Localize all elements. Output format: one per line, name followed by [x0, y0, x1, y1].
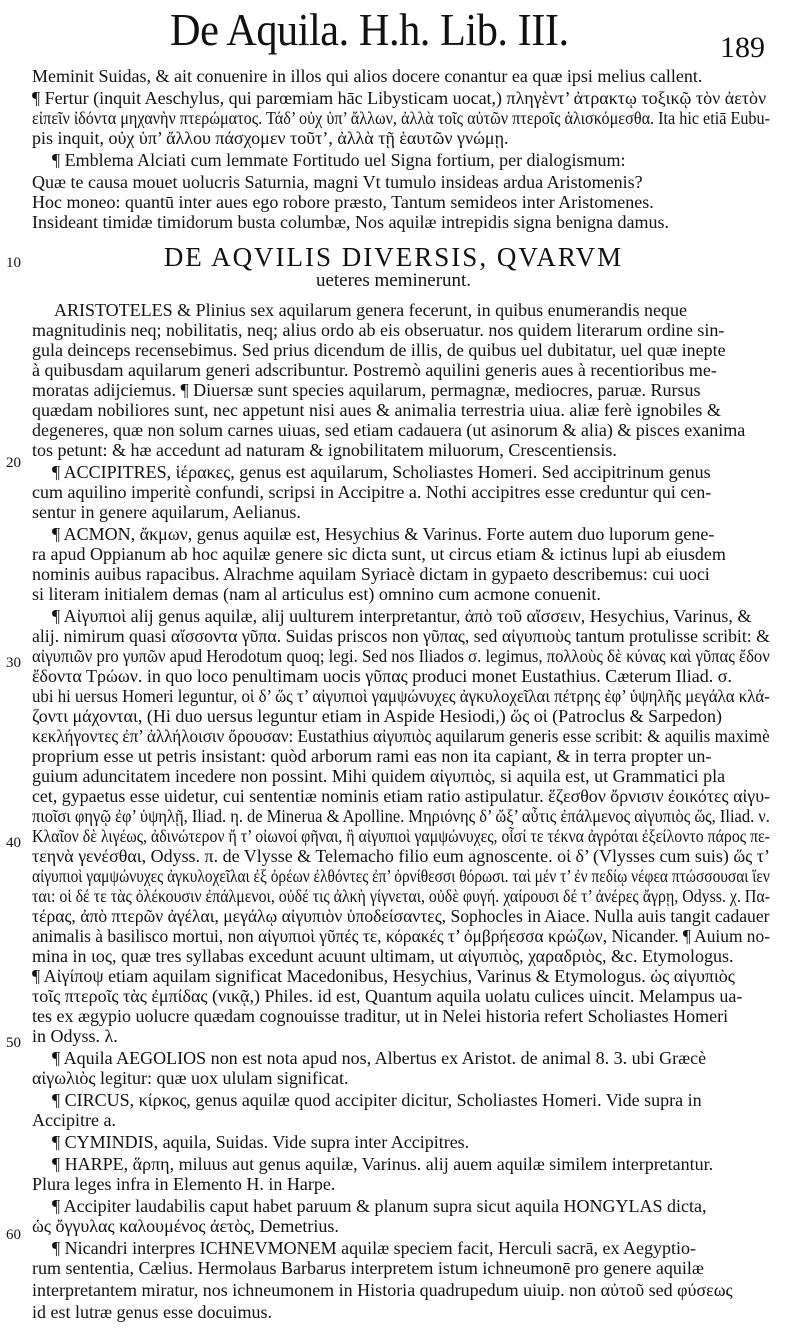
text-line: ¶ Emblema Alciati cum lemmate Fortitudo uel Signa fortium, per dialogismum: — [52, 150, 626, 170]
text-line: ζοντι μάχονται, (Hi duo uersus leguntur etiam in Aspide Hesiodi,) ὥς οἱ (Patroclus & Sarpedon) — [32, 706, 723, 726]
text-line: αἰγυπιῶν pro γυπῶν apud Herodotum quoq; legi. Sed nos Iliados σ. legimus, πολλοὺς δὲ κύνας καὶ γῦπας ἔδον — [32, 646, 770, 666]
text-line: ται: οἱ δέ τε τὰς ὀλέκουσιν ἐπάλμενοι, οὐδέ τις ἀλκὴ γίγνεται, οὐδὲ φυγή. χαίρουσι δέ τ’ ἀνέρες ἄγρῃ, Odyss. χ. Πα- — [32, 886, 771, 906]
text-line: gula deinceps recensebimus. Sed prius dicendum de illis, de quibus uel dubitatur, uel quæ inepte — [32, 340, 726, 360]
text-line: Meminit Suidas, & ait conuenire in illos qui alios docere conantur ea quæ ipsi melius callent. — [32, 66, 703, 86]
text-line: ¶ HARPE, ἅρπη, miluus aut genus aquilæ, Varinus. alij auem aquilæ similem interpretantur. — [52, 1154, 714, 1174]
text-line: alij. nimirum quasi αἴσσοντα γῦπα. Suidas priscos non γῦπας, sed αἰγυπιοὺς tantum protulisse scribit: & — [32, 626, 770, 646]
text-line: tes ex ægypio uolucre quædam cognouisse traditur, ut in Nelei historia refert Scholiastes Homeri — [32, 1006, 729, 1026]
text-line: ¶ Αἰγίποψ etiam aquilam significat Macedonibus, Hesychius, Varinus & Etymologus. ὡς αἰγυπιὸς — [32, 966, 735, 986]
margin-line-number: 60 — [6, 1227, 21, 1243]
text-line: Plura leges infra in Elemento H. in Harpe. — [32, 1174, 336, 1194]
text-line: magnitudinis neq; nobilitatis, neq; alius ordo ab eis obseruatur. nos quidem literarum ordine sin- — [32, 320, 725, 340]
text-line: τέρας, ἀπὸ πτερῶν ἀγέλαι, μεγάλῳ αἰγυπιὸν ὑποδείσαντες, Sophocles in Aiace. Nulla auis tangit cadauer — [32, 906, 770, 926]
text-line: Accipitre a. — [32, 1110, 116, 1130]
text-line: degeneres, quæ non solum carnes uiuas, sed etiam cadauera (ut asinorum & alia) & pisces exanima — [32, 420, 746, 440]
text-line: ¶ Nicandri interpres ICHNEVMONEM aquilæ speciem facit, Herculi sacrā, ex Aegyptio- — [52, 1238, 696, 1258]
text-line: ¶ ACCIPITRES, ἱέρακες, genus est aquilarum, Scholiastes Homeri. Sed accipitrinum genus — [52, 462, 711, 482]
margin-line-number: 20 — [6, 455, 21, 471]
poem-line: Insideant timidæ timidorum busta columbæ, Nos aquilæ intrepidis signa benigna damus. — [32, 212, 669, 232]
margin-line-number: 30 — [6, 655, 21, 671]
text-line: si literam initialem demas (nam al articulus est) omnino cum acmone conuenit. — [32, 584, 601, 604]
text-line: ¶ Αἰγυπιοὶ alij genus aquilæ, alij uulturem interpretantur, ἀπὸ τοῦ αἴσσειν, Hesychius, Varinus, & — [52, 606, 752, 626]
poem-line: Hoc moneo: quantū inter aues ego robore præsto, Tantum semideos inter Aristomenes. — [32, 192, 654, 212]
text-line: nominis auibus rapacibus. Alrachme aquilam Syriacè dictam in gypaeto describemus: cui uoci — [32, 564, 710, 584]
text-line: interpretantem miratur, nos ichneumonem in Historia quadrupedum uiuip. non αὐτοῦ sed φύσεως — [32, 1280, 733, 1300]
text-line: animalis à basilisco mortui, non αἰγυπιοὶ γῦπές τε, κόρακές τ’ ὀμβρήεσσα κρώζων, Nicander. ¶ Auium no- — [32, 926, 770, 946]
text-line: cum aquilino imperitè confundi, scripsi in Accipitre a. Nothi accipitres esse creduntur qui cen- — [32, 482, 712, 502]
margin-line-number: 40 — [6, 835, 21, 851]
running-title: De Aquila. H.h. Lib. III. — [170, 4, 569, 55]
text-line: Κλαῖον δὲ λιγέως, ἀδινώτερον ἤ τ’ οἰωνοί φῆναι, ἢ αἰγυπιοὶ γαμψώνυχες, οἷσί τε τέκνα ἀγρόται ἐξείλοντο πάρος πε- — [32, 826, 770, 846]
page-number: 189 — [720, 31, 765, 64]
text-line: ἔδοντα Τρώων. in quo loco penultimam uocis γῦπας produci monet Eustathius. Cæterum Iliad. σ. — [32, 666, 732, 686]
margin-line-number: 10 — [6, 255, 21, 271]
text-line: αἰγωλιὸς legitur: quæ uox ululam significat. — [32, 1068, 349, 1088]
text-line: ra apud Oppianum ab hoc aquilæ genere sic dicta sunt, ut circus etiam & ictinus lupi ab eiusdem — [32, 544, 726, 564]
text-line: id est lutræ genus esse docuimus. — [32, 1302, 272, 1322]
margin-line-number: 50 — [6, 1035, 21, 1051]
text-line: ¶ CYMINDIS, aquila, Suidas. Vide supra inter Accipitres. — [52, 1132, 470, 1152]
text-line: mina in ιος, quæ tres syllabas excedunt acuunt ultimam, ut αἰγυπιὸς, χαραδριὸς, &c. Etymologus. — [32, 946, 734, 966]
text-line: τεηνὰ γενέσθαι, Odyss. π. de Vlysse & Telemacho filio eum agnoscente. οἱ δ’ (Vlysses cum suis) ὥς τ’ — [32, 846, 771, 866]
text-line: quædam nobiliores sunt, nec appetunt nisi aues & animalia terrestria uiua. aliæ ferè ignobiles & — [32, 400, 721, 420]
section-heading: DE AQVILIS DIVERSIS, QVARVM — [163, 242, 624, 272]
text-line: κεκλήγοντες ἐπ’ ἀλλήλοισιν ὄρουσαν: Eustathius αἰγυπιὸς aquilarum generis esse scribit: & aquilis maximè — [32, 726, 770, 746]
text-line: ¶ ACMON, ἄκμων, genus aquilæ est, Hesychius & Varinus. Forte autem duo luporum gene- — [52, 524, 715, 544]
poem-line: Quæ te causa mouet uolucris Saturnia, magni Vt tumulo insideas ardua Aristomenis? — [32, 172, 643, 192]
text-line: εἰπεῖν ἰδόντα μηχανὴν πτερώματος. Τάδ’ οὐχ ὑπ’ ἄλλων, ἀλλὰ τοῖς αὑτῶν πτεροῖς ἁλισκόμεσθα. Ita hic etiā Eubu- — [32, 108, 771, 128]
text-line: proprium esse ut petris insistant: quòd arborum rami eas non ita capiant, & in terra propter un- — [32, 746, 712, 766]
text-line: ¶ Aquila AEGOLIOS non est nota apud nos, Albertus ex Aristot. de animal 8. 3. ubi Græcè — [52, 1048, 707, 1068]
section-subheading: ueteres meminerunt. — [315, 270, 472, 291]
text-line: ὡς ὄγγυλας καλουμένος ἀετὸς, Demetrius. — [32, 1216, 339, 1236]
text-line: à quibusdam aquilarum generi adscribuntur. Postremò aquilini generis aues à recentioribus me- — [32, 360, 717, 380]
text-line: sentur in genere aquilarum, Aelianus. — [32, 502, 301, 522]
text-line: pis inquit, οὐχ ὑπ’ ἄλλου πάσχομεν τοῦτ’, ἀλλὰ τῇ ἑαυτῶν γνώμῃ. — [32, 128, 509, 148]
text-line: ¶ Fertur (inquit Aeschylus, qui parœmiam hāc Libysticam uocat,) πληγὲντ’ ἀτρακτῳ τοξικῷ τὸν ἀετὸν — [32, 88, 767, 108]
text-line: ¶ Accipiter laudabilis caput habet paruum & planum supra sicut aquila HONGYLAS dicta, — [52, 1196, 707, 1216]
text-line: τοῖς πτεροῖς τὰς ἐμπίδας (νικᾷ,) Philes. id est, Quantum aquila uolatu culices uincit. Melampus ua- — [32, 986, 743, 1006]
text-line: moratas adijciemus. ¶ Diuersæ sunt species aquilarum, permagnæ, mediocres, paruæ. Rursus — [32, 380, 701, 400]
text-line: πιοῖσι φηγῷ ἐφ’ ὑψηλῇ, Iliad. η. de Minerua & Apolline. Μηριόνης δ’ ὤξ’ αὖτις ἐπάλμενος αἰγυπιὸς ὥς, Iliad. ν. — [32, 806, 770, 826]
text-line: αἰγυπιοὶ γαμψώνυχες ἀγκυλοχεῖλαι ἐξ ὀρέων ἐλθόντες ἐπ’ ὀρνίθεσσι θόρωσι. ταὶ μέν τ’ ἐν πεδίῳ νέφεα πτώσσουσαι ἵεν — [32, 866, 770, 886]
text-line: ubi hi uersus Homeri leguntur, οἱ δ’ ὥς τ’ αἰγυπιοὶ γαμψώνυχες ἀγκυλοχεῖλαι πέτρης ἐφ’ ὑψηλῆς μεγάλα κλά- — [32, 686, 770, 706]
text-line: guium aduncitatem incedere non possint. Mihi quidem αἰγυπιὸς, si aquila est, ut Grammatici pla — [32, 766, 726, 786]
text-line: in Odyss. λ. — [32, 1026, 118, 1046]
text-line: tos petunt: & hæ accedunt ad naturam & ignobilitatem miluorum, Crescentiensis. — [32, 440, 617, 460]
text-line: ARISTOTELES & Plinius sex aquilarum genera fecerunt, in quibus enumerandis neque — [54, 300, 688, 320]
text-line: cet, gypaetus esse uidetur, cui sententiæ nominis etiam ratio astipulatur. ἕζεσθον ὄρνισιν ἐοικότες αἰγυ- — [32, 786, 771, 806]
text-line: rum sententia, Cælius. Hermolaus Barbarus interpretem istum ichneumonē pro genere aquilæ — [32, 1258, 704, 1278]
text-line: ¶ CIRCUS, κίρκος, genus aquilæ quod accipiter dicitur, Scholiastes Homeri. Vide supra in — [52, 1090, 702, 1110]
